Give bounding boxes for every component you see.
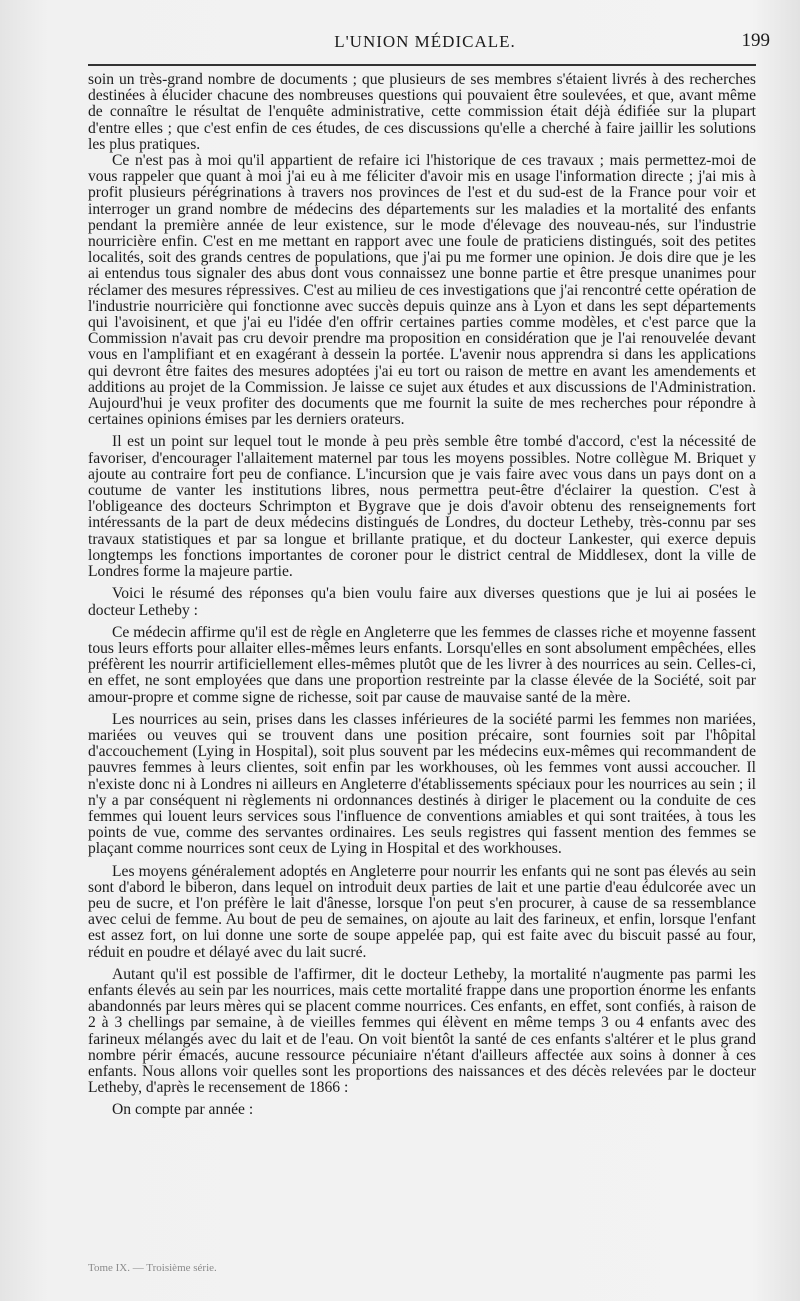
footer-bleed-through: Tome IX. — Troisième série. <box>88 1262 217 1274</box>
paragraph: Autant qu'il est possible de l'affirmer, dit le docteur Letheby, la mortalité n'augmente pas parmi les enfants élevés au sein par les nourrices, mais cette mortalité frappe dans une proportion énorme les enfants abandonnés par leurs mères qui se placent comme nourrices. Ces enfants, en effet, sont confiés, à raison de 2 à 3 chellings par semaine, à de vieilles femmes qui élèvent en même temps 3 ou 4 enfants avec des farineux mélangés avec du lait et de l'eau. On voit bientôt la santé de ces enfants s'altérer et le plus grand nombre périr émacés, aucune ressource pécuniaire n'étant d'ailleurs affectée aux soins à donner à ces enfants. Nous allons voir quelles sont les proportions des naissances et des décès relevées par le docteur Letheby, d'après le recensement de 1866 : <box>88 965 756 1097</box>
paragraph: Les moyens généralement adoptés en Angleterre pour nourrir les enfants qui ne sont pas élevés au sein sont d'abord le biberon, dans lequel on introduit deux parties de lait et une partie d'eau édulcorée avec un peu de sucre, et l'on préfère le lait d'ânesse, lorsque l'on peut s'en procurer, à cause de sa ressemblance avec celui de femme. Au bout de peu de semaines, on ajoute au lait des farineux, et enfin, lorsque l'enfant est assez fort, on lui donne une sorte de soupe appelée pap, qui est faite avec du biscuit passé au four, réduit en poudre et délayé avec du lait sucré. <box>88 862 756 961</box>
paragraph: Ce médecin affirme qu'il est de règle en Angleterre que les femmes de classes riche et moyenne fassent tous leurs efforts pour allaiter elles-mêmes leurs enfants. Lorsqu'elles en sont absolument empêchées, elles préfèrent les nourrir artificiellement elles-mêmes plutôt que de les livrer à des nourrices au sein. Celles-ci, en effet, ne sont employées que dans une proportion restreinte par la classe élevée de la Société, soit par amour-propre et comme signe de richesse, soit par cause de mauvaise santé de la mère. <box>88 623 756 706</box>
page-number: 199 <box>741 30 770 51</box>
paragraph: Les nourrices au sein, prises dans les classes inférieures de la société parmi les femmes non mariées, mariées ou veuves qui se trouvent dans une position précaire, sont fournies soit par l'hôpital d'accouchement (Lying in Hospital), soit plus souvent par les médecins eux-mêmes qui recommandent de pauvres femmes à leurs clientes, soit enfin par les workhouses, où les femmes vont aussi accoucher. Il n'existe donc ni à Londres ni ailleurs en Angleterre d'établissements spéciaux pour les nourrices au sein ; il n'y a par conséquent ni règlements ni ordonnances destinés à diriger le placement ou la conduite de ces femmes qui louent leurs services sous l'influence de conventions amiables et qui sont traitées, à tous les points de vue, comme des servantes ordinaires. Les seuls registres qui fassent mention des femmes se plaçant comme nourrices sont ceux de Lying in Hospital et des workhouses. <box>88 710 756 858</box>
running-title: L'UNION MÉDICALE. <box>334 32 516 51</box>
body-text <box>88 72 756 1119</box>
paragraph: Voici le résumé des réponses qu'a bien voulu faire aux diverses questions que je lui ai posées le docteur Letheby : <box>88 585 756 619</box>
paragraph: On compte par année : <box>112 1101 254 1119</box>
page-header <box>80 28 770 58</box>
header-rule <box>88 64 756 66</box>
paragraph: Ce n'est pas à moi qu'il appartient de refaire ici l'historique de ces travaux ; mais permettez-moi de vous rappeler que quant à moi j'ai eu à me féliciter d'avoir mis en usage l'information directe ; j'ai mis à profit plusieurs pérégrinations à travers nos provinces de l'est et du sud-est de la France pour voir et interroger un grand nombre de médecins des départements sur les maladies et la mortalité des enfants pendant la première année de leur existence, sur le mode d'élevage des nouveau-nés, sur l'industrie nourricière enfin. C'est en me mettant en rapport avec une foule de praticiens distingués, soit des petites localités, soit des grands centres de populations, que j'ai pu me former une opinion. Je dois dire que je les ai entendus tous signaler des abus dont vous connaissez une bonne partie et être presque unanimes pour réclamer des mesures répressives. C'est au milieu de ces investigations que j'ai rencontré cette opération de l'industrie nourricière qui fonctionne avec succès depuis quinze ans à Lyon et dans les sept départements qui l'avoisinent, et que j'ai eu l'idée d'en offrir certaines parties comme modèles, et c'est parce que la Commission n'avait pas cru devoir prendre ma proposition en considération que je l'ai renouvelée devant vous en l'amplifiant et en exagérant à dessein la portée. L'avenir nous apprendra si dans les applications qui devront être faites des mesures adoptées j'ai eu tort ou raison de mettre en avant les amendements et additions au projet de la Commission. Je laisse ce sujet aux études et aux discussions de l'Administration. Aujourd'hui je veux profiter des documents que me fournit la suite de mes recherches pour répondre à certaines opinions émises par les derniers orateurs. <box>88 152 756 429</box>
paragraph: Il est un point sur lequel tout le monde à peu près semble être tombé d'accord, c'est la nécessité de favoriser, d'encourager l'allaitement maternel par tous les moyens possibles. Notre collègue M. Briquet y ajoute au contraire fort peu de confiance. L'incursion que je vais faire avec vous dans un pays dont on a coutume de vanter les institutions libres, nous permettra peut-être d'éclairer la question. C'est à l'obligeance des docteurs Schrimpton et Bygrave que je dois d'avoir obtenu des renseignements fort intéressants de la part de deux médecins distingués de Londres, du docteur Letheby, très-connu par ses travaux statistiques et par sa longue et brillante pratique, et du docteur Lankester, qui exerce depuis longtemps les fonctions importantes de coroner pour le district central de Middlesex, dont la ville de Londres forme la majeure partie. <box>88 433 756 581</box>
paragraph: soin un très-grand nombre de documents ; que plusieurs de ses membres s'étaient livrés à des recherches destinées à élucider chacune des nombreuses questions qui pouvaient être soulevées, et que, avant même de connaître le résultat de l'enquête administrative, cette commission était déjà édifiée sur la plupart d'entre elles ; que c'est enfin de ces études, de ces discussions qu'elle a cherché à faire jaillir les solutions les plus pratiques. <box>88 71 756 153</box>
